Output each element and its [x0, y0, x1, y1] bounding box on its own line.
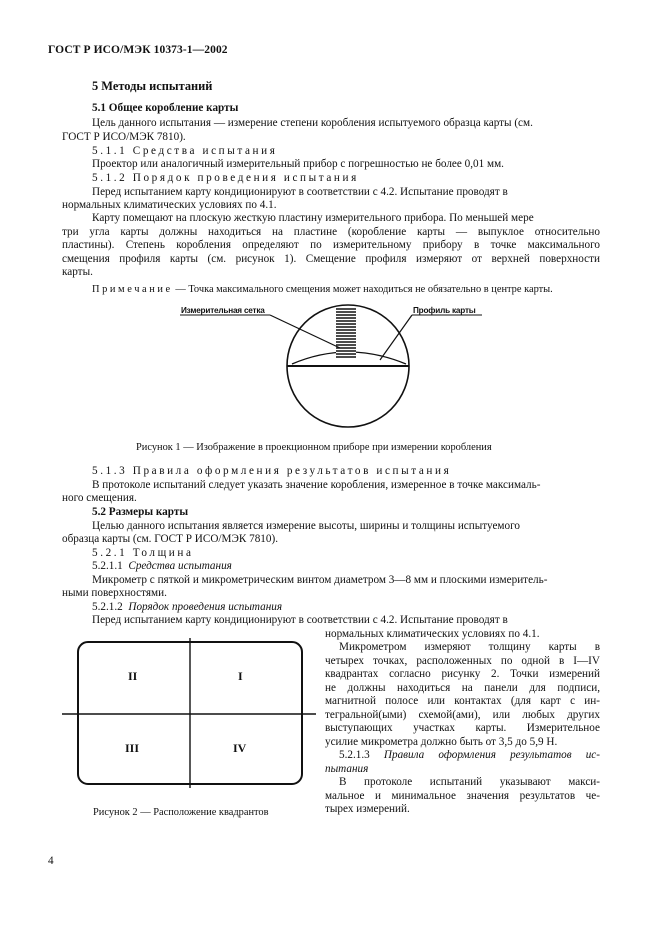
s51-p1-line2: ГОСТ Р ИСО/МЭК 7810).: [62, 131, 186, 143]
s511-heading-text: 5.1.1 Средства испытания: [92, 145, 278, 157]
figure-2-diagram: [62, 638, 322, 808]
grid-leader-line: [270, 315, 340, 348]
subsection-5-1-heading: 5.1 Общее коробление карты: [92, 102, 239, 114]
s51-p4-line2: три угла карты должны находиться на пластине (коробление карты — выпуклое относительно: [62, 226, 600, 238]
note-text: — Точка максимального смещения может находиться не обязательно в центре карты.: [172, 284, 553, 295]
s512-heading-text: 5.1.2 Порядок проведения испытания: [92, 172, 359, 184]
quadrant-I-label: I: [238, 669, 243, 683]
s5211-title: Средства испытания: [128, 560, 232, 572]
s52-p1-line1: Целью данного испытания является измерение высоты, ширины и толщины испытуемого: [92, 520, 521, 532]
figure-1-caption: Рисунок 1 — Изображение в проекционном приборе при измерении коробления: [136, 442, 492, 453]
page-number: 4: [48, 855, 54, 867]
s5213-num: 5.2.1.3: [339, 749, 370, 761]
s5213-heading-line1: [339, 749, 600, 762]
s52-p2-line1: Микрометр с пяткой и микрометрическим винтом диаметром 3—8 мм и плоскими измеритель-: [92, 574, 548, 586]
figure-2-caption: Рисунок 2 — Расположение квадрантов: [93, 807, 269, 818]
col-line-1: нормальных климатических условиях по 4.1.: [325, 628, 540, 640]
s521-heading: [92, 547, 600, 560]
s512-heading: [92, 172, 600, 185]
s511-heading: [92, 145, 600, 158]
s52-p2-line2: ными поверхностями.: [62, 587, 167, 599]
s5212-num: 5.2.1.2: [92, 601, 123, 613]
quadrant-II-label: II: [128, 669, 138, 683]
s51-p3-line1: Перед испытанием карту кондиционируют в соответствии с 4.2. Испытание проводят в: [92, 186, 508, 198]
col-line-2: Микрометром измеряют толщину карты в: [339, 641, 600, 653]
s5213-heading-line2: пытания: [325, 763, 369, 775]
s52-p1-line2: образца карты (см. ГОСТ Р ИСО/МЭК 7810).: [62, 533, 278, 545]
col2-line-3: тырех измерений.: [325, 803, 410, 815]
col-line-4: квадрантах согласно рисунку 2. Точки измерений: [325, 668, 600, 680]
s5211-num: 5.2.1.1: [92, 560, 123, 572]
s513-heading: [92, 465, 600, 478]
col2-line-2: мальное и минимальное значения результатов че-: [325, 790, 600, 802]
col-line-7: тегральной(ыми) схемой(ами), или любых других: [325, 709, 600, 721]
s5213-title-a: Правила оформления результатов ис-: [383, 749, 601, 761]
s5211-heading: [92, 560, 600, 573]
quadrant-III-label: III: [125, 741, 140, 755]
s51-p1-line1: Цель данного испытания — измерение степени коробления испытуемого образца карты (см.: [92, 117, 533, 129]
section-title: 5 Методы испытаний: [92, 79, 213, 93]
col-line-6: магнитной полосе или контактах (для карт с ин-: [325, 695, 600, 707]
note-label: Примечание: [92, 284, 173, 295]
note: [92, 283, 553, 296]
s51-p4-line1: Карту помещают на плоскую жесткую пластину измерительного прибора. По меньшей мере: [92, 212, 534, 224]
s51-p4-line3: пластины). Степень коробления определяют по измерительному прибору в точке максимального: [62, 239, 600, 251]
s5212-title: Порядок проведения испытания: [128, 601, 283, 613]
profile-label: Профиль карты: [413, 306, 476, 315]
figure-1-diagram: [170, 300, 500, 440]
s51-p2: Проектор или аналогичный измерительный прибор с погрешностью не более 0,01 мм.: [92, 158, 504, 170]
s51-p4-line4: смещения профиля карты (см. рисунок 1). Смещение профиля измеряют от верхней поверхности: [62, 253, 600, 265]
s521-heading-text: 5.2.1 Толщина: [92, 547, 194, 559]
s52-p3-line1: Перед испытанием карту кондиционируют в соответствии с 4.2. Испытание проводят в: [92, 614, 508, 626]
s513-p1-line2: ного смещения.: [62, 492, 137, 504]
col2-line-1: В протоколе испытаний указывают макси-: [339, 776, 600, 788]
s51-p4-line5: карты.: [62, 266, 93, 278]
col-line-9: усилие микрометра должно быть от 3,5 до 5,9 Н.: [325, 736, 558, 748]
col-line-5: не должны находиться на панели для подписи,: [325, 682, 600, 694]
s513-p1-line1: В протоколе испытаний следует указать значение коробления, измеренное в точке максималь-: [92, 479, 541, 491]
col-line-3: четырех точках, расположенных по одной в I—IV: [325, 655, 600, 667]
document-header: ГОСТ Р ИСО/МЭК 10373-1—2002: [48, 44, 228, 56]
s5212-heading: [92, 601, 600, 614]
grid-label: Измерительная сетка: [181, 306, 265, 315]
subsection-5-2-heading: 5.2 Размеры карты: [92, 506, 189, 518]
quadrant-IV-label: IV: [233, 741, 247, 755]
col-line-8: выступающих участках карты. Измерительное: [325, 722, 600, 734]
measuring-grid: [336, 307, 356, 357]
s51-p3-line2: нормальных климатических условиях по 4.1.: [62, 199, 277, 211]
s513-heading-text: 5.1.3 Правила оформления результатов испытания: [92, 465, 452, 477]
